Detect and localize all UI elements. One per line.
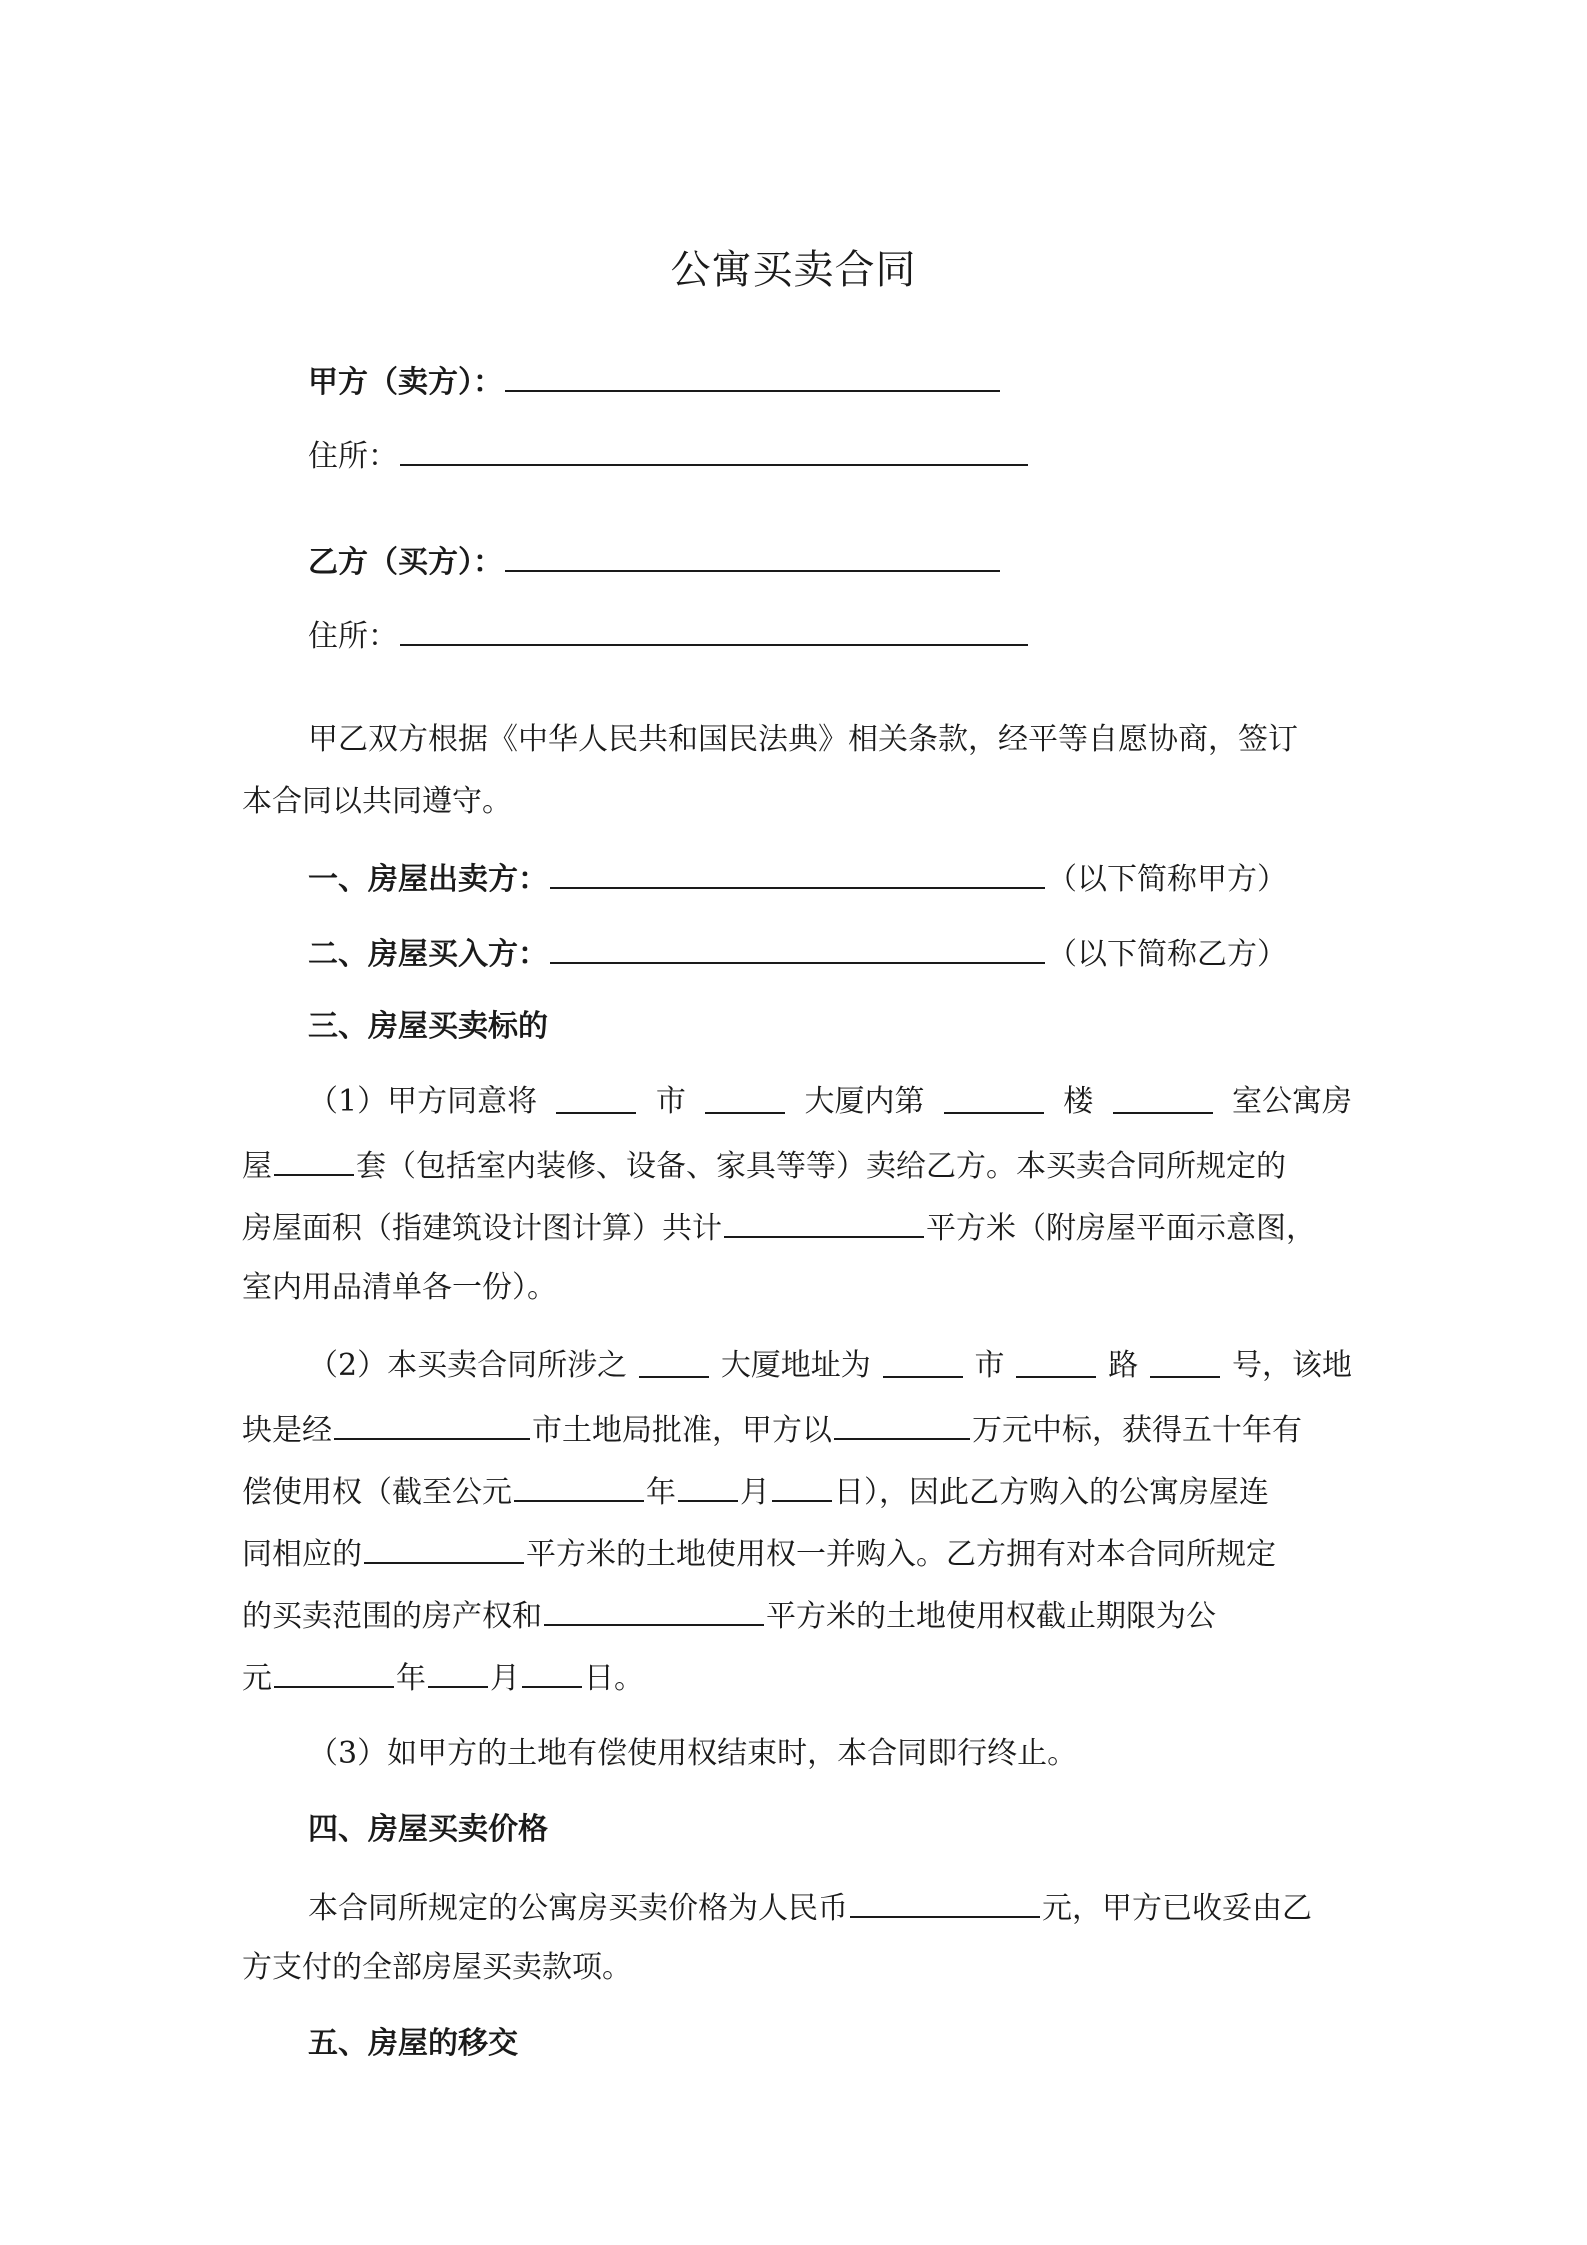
section-2-heading: 二、房屋买入方：	[308, 937, 548, 972]
s3-p2-text-t: 日。	[584, 1661, 644, 1696]
party-b-address-label: 住所：	[308, 619, 398, 654]
s3-p1-text-b: 市	[655, 1084, 686, 1119]
party-a-address-label: 住所：	[308, 439, 398, 474]
number-blank[interactable]	[1150, 1344, 1220, 1378]
land-area-blank[interactable]	[364, 1530, 524, 1564]
s3-p2-text-a: （2）本买卖合同所涉之	[308, 1348, 628, 1383]
s3-p3: （3）如甲方的土地有偿使用权结束时，本合同即行终止。	[308, 1736, 1078, 1771]
land-use-day-blank[interactable]	[772, 1468, 832, 1502]
s3-p1-text-d: 楼	[1063, 1084, 1094, 1119]
expiry-year-blank[interactable]	[274, 1654, 394, 1688]
s3-p2-text-f: 块是经	[242, 1413, 332, 1448]
s3-p2-text-i: 偿使用权（截至公元	[242, 1475, 512, 1510]
expiry-month-blank[interactable]	[428, 1654, 488, 1688]
intro-line-1: 甲乙双方根据《中华人民共和国民法典》相关条款，经平等自愿协商，签订	[308, 722, 1298, 757]
party-a-name-blank[interactable]	[505, 358, 1000, 392]
city-blank[interactable]	[556, 1080, 636, 1114]
party-b-address-row	[308, 612, 1418, 659]
s3-p2-text-o: 的买卖范围的房产权和	[242, 1599, 542, 1634]
s3-p1-line-1	[308, 1080, 1352, 1124]
s3-p1-line-3	[242, 1204, 1352, 1251]
expiry-day-blank[interactable]	[522, 1654, 582, 1688]
s3-p2-text-e: 号，该地	[1231, 1348, 1352, 1383]
unit-count-blank[interactable]	[274, 1142, 354, 1176]
address-city-blank[interactable]	[883, 1344, 963, 1378]
s4-text-a: 本合同所规定的公寓房买卖价格为人民币	[308, 1891, 848, 1926]
s3-p1-text-h: 房屋面积（指建筑设计图计算）共计	[242, 1211, 722, 1246]
party-b-name-blank[interactable]	[505, 538, 1000, 572]
section-1-suffix: （以下简称甲方）	[1047, 862, 1287, 897]
s3-p2-text-l: 日），因此乙方购入的公寓房屋连	[834, 1475, 1269, 1510]
s3-p2-text-r: 年	[396, 1661, 426, 1696]
s3-p1-text-f: 屋	[242, 1149, 272, 1184]
s3-p1-text-i: 平方米（附房屋平面示意图，	[926, 1211, 1316, 1246]
s3-p2-line-4	[242, 1530, 1352, 1577]
section-4-heading: 四、房屋买卖价格	[308, 1812, 548, 1847]
document-title: 公寓买卖合同	[670, 247, 917, 293]
s3-p2-line-3	[242, 1468, 1352, 1515]
s3-p2-text-m: 同相应的	[242, 1537, 362, 1572]
party-b-address-blank[interactable]	[400, 612, 1028, 646]
s3-p2-line-2	[242, 1406, 1352, 1453]
party-a-address-blank[interactable]	[400, 432, 1028, 466]
s3-p2-text-g: 市土地局批准，甲方以	[532, 1413, 832, 1448]
s3-p1-text-e: 室公寓房	[1231, 1084, 1352, 1119]
s3-p1-text-a: （1）甲方同意将	[308, 1084, 538, 1119]
party-a-address-row	[308, 432, 1418, 479]
s3-p2-text-q: 元	[242, 1661, 272, 1696]
s3-p1-line-4: 室内用品清单各一份）。	[242, 1270, 557, 1305]
road-blank[interactable]	[1016, 1344, 1096, 1378]
s3-p2-text-j: 年	[646, 1475, 676, 1510]
s3-p2-text-n: 平方米的土地使用权一并购入。乙方拥有对本合同所规定	[526, 1537, 1276, 1572]
s3-p2-line-5	[242, 1592, 1352, 1639]
section-5-heading: 五、房屋的移交	[308, 2026, 518, 2061]
s4-line-2: 方支付的全部房屋买卖款项。	[242, 1950, 632, 1985]
section-2-row	[308, 930, 1418, 977]
room-blank[interactable]	[1113, 1080, 1213, 1114]
party-b-row	[308, 538, 1418, 585]
floor-blank[interactable]	[944, 1080, 1044, 1114]
section-1-row	[308, 855, 1418, 902]
area-blank[interactable]	[724, 1204, 924, 1238]
s3-p1-text-c: 大厦内第	[804, 1084, 925, 1119]
price-blank[interactable]	[850, 1884, 1040, 1918]
s3-p2-text-d: 路	[1108, 1348, 1139, 1383]
buyer-blank[interactable]	[550, 930, 1045, 964]
s4-text-b: 元，甲方已收妥由乙	[1042, 1891, 1312, 1926]
section-3-heading: 三、房屋买卖标的	[308, 1009, 548, 1044]
seller-blank[interactable]	[550, 855, 1045, 889]
s3-p2-text-b: 大厦地址为	[720, 1348, 871, 1383]
intro-line-2: 本合同以共同遵守。	[242, 784, 512, 819]
building-blank[interactable]	[705, 1080, 785, 1114]
s3-p1-text-g: 套（包括室内装修、设备、家具等等）卖给乙方。本买卖合同所规定的	[356, 1149, 1286, 1184]
party-b-label: 乙方（买方）：	[308, 545, 503, 580]
s3-p2-text-s: 月	[490, 1661, 520, 1696]
party-a-row	[308, 358, 1418, 405]
party-a-label: 甲方（卖方）：	[308, 365, 503, 400]
s3-p1-line-2	[242, 1142, 1352, 1189]
s3-p2-text-p: 平方米的土地使用权截止期限为公	[766, 1599, 1216, 1634]
land-use-month-blank[interactable]	[678, 1468, 738, 1502]
s3-p2-line-1	[308, 1344, 1352, 1388]
s3-p2-line-6	[242, 1654, 1352, 1701]
land-right-area-blank[interactable]	[544, 1592, 764, 1626]
land-use-year-blank[interactable]	[514, 1468, 644, 1502]
bid-amount-blank[interactable]	[834, 1406, 970, 1440]
section-1-heading: 一、房屋出卖方：	[308, 862, 548, 897]
land-bureau-city-blank[interactable]	[334, 1406, 530, 1440]
s3-p2-text-k: 月	[740, 1475, 770, 1510]
section-2-suffix: （以下简称乙方）	[1047, 937, 1287, 972]
s4-line-1	[308, 1884, 1352, 1931]
building-name-blank[interactable]	[639, 1344, 709, 1378]
s3-p2-text-c: 市	[974, 1348, 1005, 1383]
s3-p2-text-h: 万元中标，获得五十年有	[972, 1413, 1302, 1448]
